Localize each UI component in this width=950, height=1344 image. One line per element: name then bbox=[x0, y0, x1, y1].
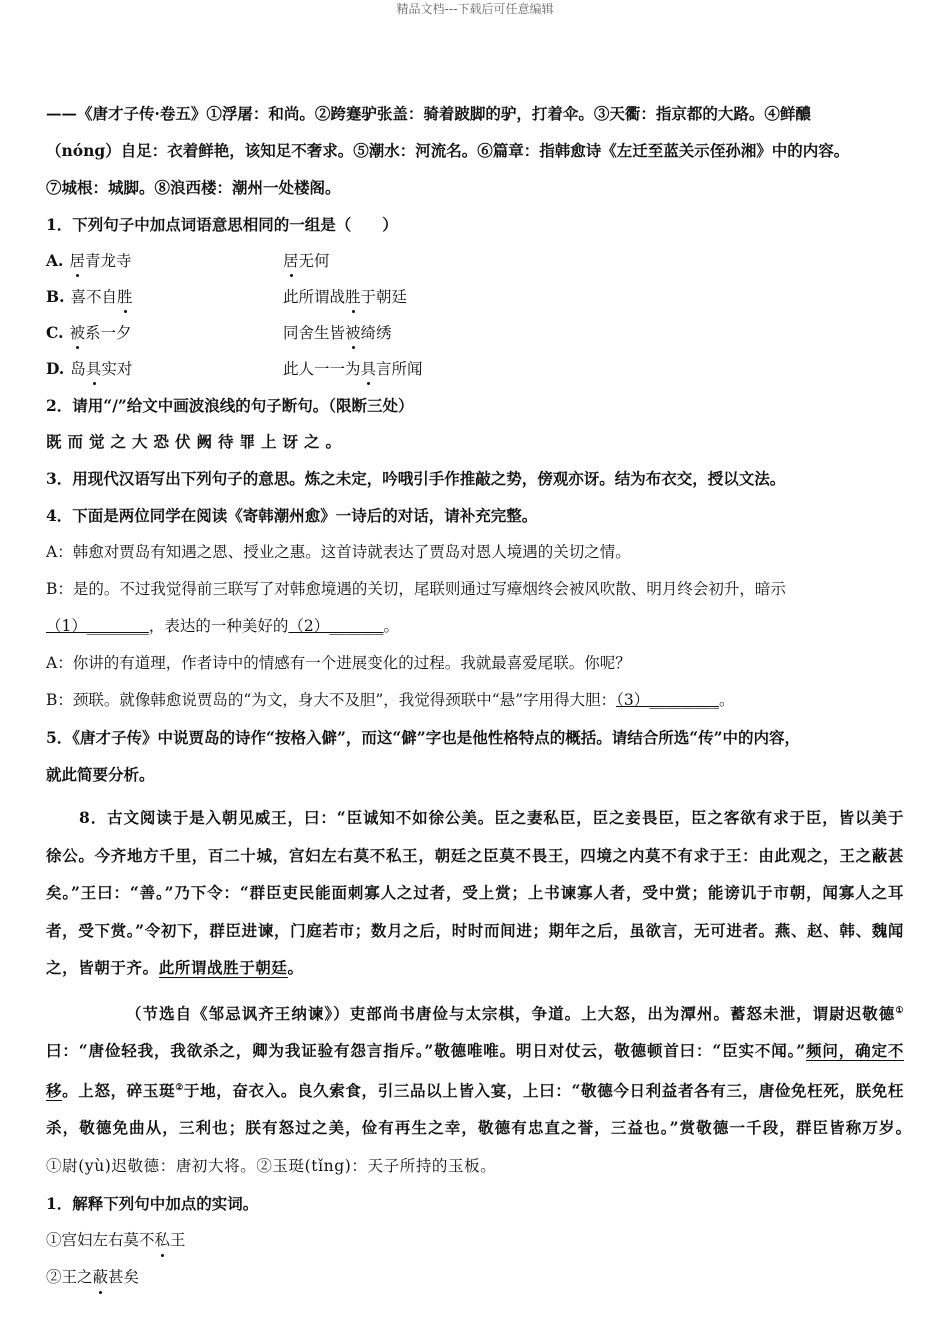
dotted-word: 具 bbox=[86, 351, 102, 387]
question-4-stem: 4．下面是两位同学在阅读《寄韩潮州愈》一诗后的对话，请补充完整。 bbox=[46, 506, 538, 525]
answer-blank-2[interactable]: （2）_______ bbox=[288, 617, 384, 635]
question-8-1-item-2: ②王之蔽甚矣 bbox=[46, 1259, 904, 1296]
question-1-stem: 1．下列句子中加点词语意思相同的一组是（ ） bbox=[46, 215, 398, 234]
underlined-sentence: 此所谓战胜于朝廷 bbox=[158, 958, 288, 977]
question-5-line-1: 5．《唐才子传》中说贾岛的诗作“按格入僻”，而这“僻”字也是他性格特点的概括。请结合所选“传”中的内容， bbox=[46, 728, 801, 747]
dialogue-a-2: A：你讲的有道理，作者诗中的情感有一个进展变化的过程。我就最喜爱尾联。你呢？ bbox=[46, 654, 631, 672]
answer-blank-1[interactable]: （1）________ bbox=[46, 617, 149, 635]
question-8-passage-1: 8．古文阅读于是入朝见威王，曰：“臣诚知不如徐公美。臣之妻私臣，臣之妾畏臣，臣之客欲有求于臣，皆以美于徐公。今齐地方千里，百二十城，宫妇左右莫不私王，朝廷之臣莫不畏王，四境之内莫不有求于王：由此观之，王之蔽甚矣。”王曰：“善。”乃下令：“群臣吏民能面刺寡人之过者，受上赏；上书谏寡人者，受中赏；能谤讥于市朝，闻寡人之耳者，受下赏。”令初下，群臣进谏，门庭若市；数月之后，时时而间进；期年之后，虽欲言，无可进者。燕、赵、韩、魏闻之，皆朝于齐。此所谓战胜于朝廷。 bbox=[46, 808, 904, 977]
dotted-word: 被 bbox=[345, 315, 361, 351]
wavy-underlined-sentence: 频问，确定不移 bbox=[46, 1041, 904, 1100]
option-a bbox=[46, 243, 904, 279]
question-3-stem: 3．用现代汉语写出下列句子的意思。炼之未定，吟哦引手作推敲之势，傍观亦讶。结为布衣交，授以文法。 bbox=[46, 469, 786, 488]
dotted-word: 居 bbox=[69, 243, 85, 279]
dotted-word: 蔽 bbox=[93, 1259, 109, 1296]
question-2-stem: 2．请用“/”给文中画波浪线的句子断句。（限断三处） bbox=[46, 396, 414, 415]
notes-line-1: ——《唐才子传·卷五》①浮屠：和尚。②跨蹇驴张盖：骑着跛脚的驴，打着伞。③天衢：指京都的大路。④鲜醲 bbox=[46, 104, 811, 123]
dotted-word: 胜 bbox=[345, 279, 361, 315]
option-label: D. bbox=[46, 359, 65, 378]
dialogue-b-3: B：颈联。就像韩愈说贾岛的“为文，身大不及胆”，我觉得颈联中“悬”字用得大胆：（3）_________。 bbox=[46, 691, 735, 709]
question-8-1-stem: 1．解释下列句中加点的实词。 bbox=[46, 1194, 259, 1214]
dialogue-b-2: （1）________，表达的一种美好的（2）_______。 bbox=[46, 617, 400, 635]
notes-line-3: ⑦城根：城脚。⑧浪西楼：潮州一处楼阁。 bbox=[46, 178, 341, 197]
option-a-right: 居无何 bbox=[283, 243, 330, 279]
option-b-left: B. 喜不自胜 bbox=[46, 279, 283, 315]
passage-footnote: ①尉(yù)迟敬德：唐初大将。②玉珽(tǐng)：天子所持的玉板。 bbox=[46, 1156, 497, 1175]
option-label: A. bbox=[46, 251, 64, 270]
option-d-right: 此人一一为具言所闻 bbox=[283, 351, 423, 387]
option-d bbox=[46, 351, 904, 387]
dotted-word: 被 bbox=[69, 315, 85, 351]
header-watermark: 精品文档---下载后可任意编辑 bbox=[396, 2, 554, 16]
option-d-left: D. 岛具实对 bbox=[46, 351, 283, 387]
footnote-mark-1: ① bbox=[895, 1005, 904, 1016]
question-5-line-2: 就此简要分析。 bbox=[46, 765, 155, 784]
question-8-1-item-1: ①宫妇左右莫不私王 bbox=[46, 1222, 904, 1259]
dotted-word: 私 bbox=[155, 1222, 171, 1259]
footnote-mark-2: ② bbox=[175, 1082, 184, 1093]
answer-blank-3[interactable]: （3）_________ bbox=[616, 691, 719, 709]
dotted-word: 居 bbox=[283, 243, 299, 279]
option-c-left: C. 被系一夕 bbox=[46, 315, 283, 351]
dialogue-a-1: A：韩愈对贾岛有知遇之恩、授业之惠。这首诗就表达了贾岛对恩人境遇的关切之情。 bbox=[46, 543, 631, 561]
option-c bbox=[46, 315, 904, 351]
option-c-right: 同舍生皆被绮绣 bbox=[283, 315, 392, 351]
question-8-passage-2: （节选自《邹忌讽齐王纳谏》）吏部尚书唐俭与太宗棋，争道。上大怒，出为潭州。蓄怒未泄，谓尉迟敬德①曰：“唐俭轻我，我欲杀之，卿为我证验有怨言指斥。”敬德唯唯。明日对仗云，敬德顿首曰：“臣实不闻。”频问，确定不移。上怒，碎玉珽②于地，奋衣入。良久索食，引三品以上皆入宴，上曰：“敬德今日利益者各有三，唐俭免枉死，朕免枉杀，敬德免曲从，三利也；朕有怒过之美，俭有再生之幸，敬德有忠直之誉，三益也。”赏敬德一千段，群臣皆称万岁。 ①尉(yù)迟敬德：唐初大将。②玉珽(tǐng)：天子所持的玉板。 bbox=[46, 1003, 904, 1175]
option-label: C. bbox=[46, 323, 64, 342]
dialogue-b-1: B：是的。不过我觉得前三联写了对韩愈境遇的关切，尾联则通过写瘴烟终会被风吹散、明月终会初升，暗示 bbox=[46, 580, 786, 598]
dotted-word: 具 bbox=[361, 351, 377, 387]
dotted-word: 胜 bbox=[117, 279, 133, 315]
option-b-right: 此所谓战胜于朝廷 bbox=[283, 279, 407, 315]
question-2-sentence: 既而觉之大恐伏阙待罪上讶之。 bbox=[46, 432, 348, 451]
document-body bbox=[46, 95, 904, 1296]
option-label: B. bbox=[46, 287, 65, 306]
option-b bbox=[46, 279, 904, 315]
option-a-left: A. 居青龙寺 bbox=[46, 243, 283, 279]
notes-line-2: （nóng）自足：衣着鲜艳，该知足不奢求。⑤潮水：河流名。⑥篇章：指韩愈诗《左迁至蓝关示侄孙湘》中的内容。 bbox=[46, 141, 850, 160]
